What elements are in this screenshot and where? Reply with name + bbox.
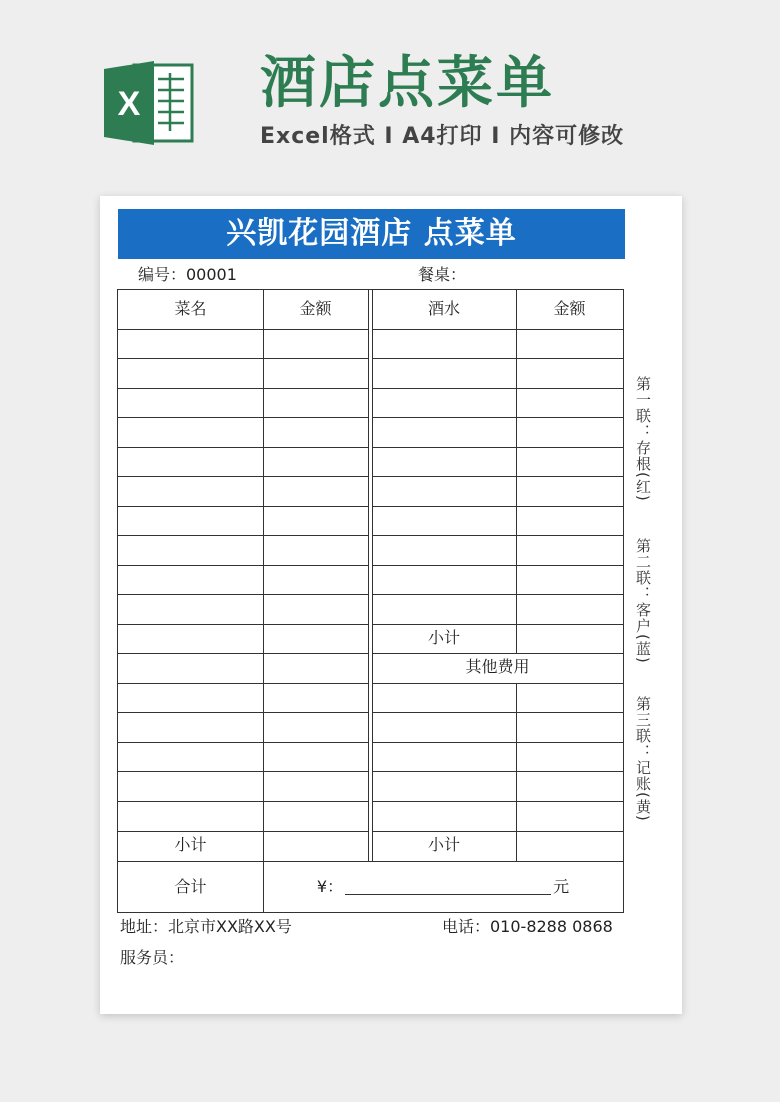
column-header-dish: 菜名 (174, 299, 207, 318)
sheet-banner: 兴凯花园酒店 点菜单 (118, 209, 625, 259)
other-fees-subtotal-label: 小计 (427, 835, 460, 854)
waiter-label: 服务员： (120, 948, 185, 967)
total-label: 合计 (174, 877, 207, 896)
copy-label-accounting: 第三联：记账(黄) (634, 696, 652, 822)
column-header-drinks-amount: 金额 (553, 299, 586, 318)
amount-blank (345, 878, 551, 895)
order-table (117, 289, 624, 913)
total-amount-field (263, 876, 623, 898)
grid-line (516, 683, 517, 861)
drinks-subtotal-label: 小计 (427, 628, 460, 647)
currency-prefix: ¥： (316, 877, 344, 896)
currency-suffix: 元 (553, 877, 570, 896)
table-label: 餐桌： (418, 265, 467, 284)
copy-label-stub: 第一联：存根(红) (634, 376, 652, 502)
page-title: 酒店点菜单 (260, 51, 555, 116)
phone: 电话：010-8288 0868 (442, 917, 613, 936)
dishes-subtotal-label: 小计 (174, 835, 207, 854)
page-subtitle: Excel格式 Ⅰ A4打印 Ⅰ 内容可修改 (260, 124, 625, 149)
other-fees-label: 其他费用 (465, 657, 530, 676)
order-number: 编号：00001 (138, 265, 237, 284)
grid-line (263, 290, 264, 861)
grid-line (516, 290, 517, 653)
address: 地址：北京市XX路XX号 (120, 917, 292, 936)
column-header-dish-amount: 金额 (299, 299, 332, 318)
grid-line (368, 290, 369, 861)
grid-line (372, 290, 373, 861)
copy-label-customer: 第二联：客户(蓝) (634, 538, 652, 664)
logo-letter: X (117, 85, 141, 123)
column-header-drinks: 酒水 (427, 299, 460, 318)
excel-icon (100, 55, 196, 151)
order-sheet (100, 196, 682, 1014)
